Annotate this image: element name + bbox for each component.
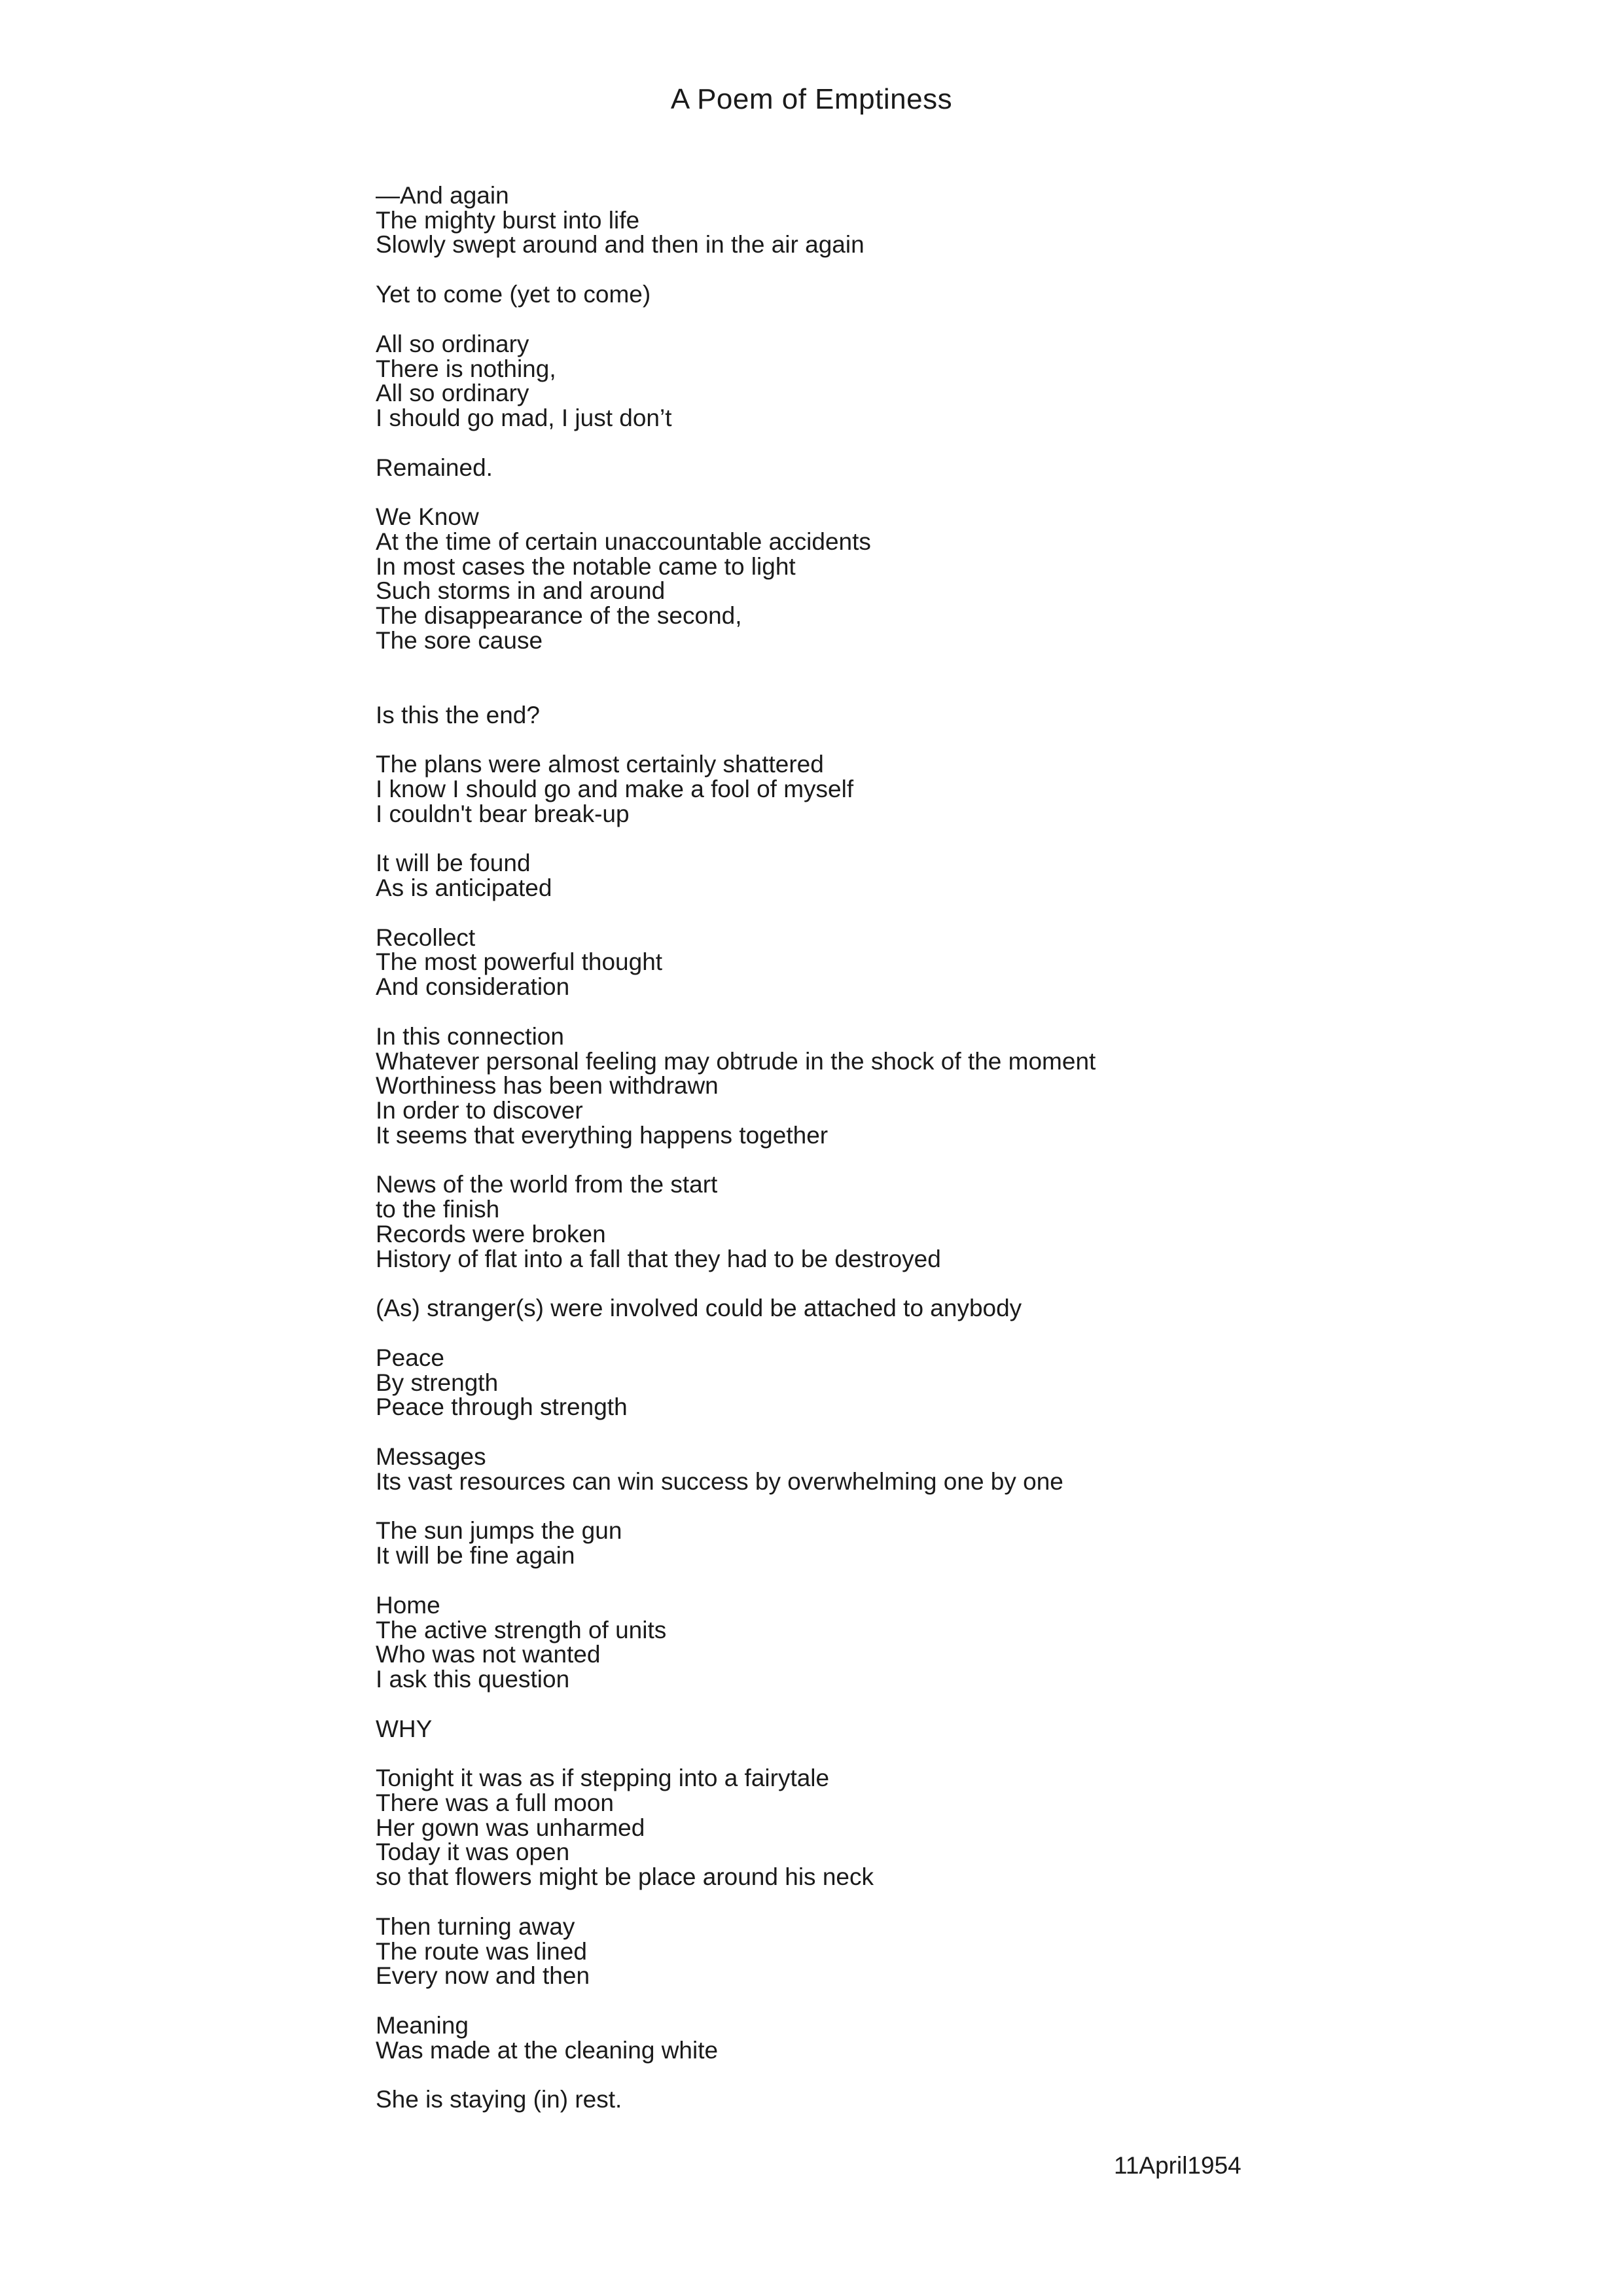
- poem-line: Who was not wanted: [376, 1641, 601, 1668]
- poem-line: Recollect: [376, 924, 476, 951]
- poem-line: Every now and then: [376, 1962, 590, 1990]
- stanza: [376, 456, 1554, 480]
- poem-line: News of the world from the start: [376, 1171, 718, 1198]
- poem-line: By strength: [376, 1369, 499, 1396]
- stanza: [376, 1024, 1554, 1148]
- poem-line: Worthiness has been withdrawn: [376, 1072, 719, 1100]
- poem-line: Remained.: [376, 454, 493, 481]
- poem-line: Is this the end?: [376, 701, 540, 728]
- stanza: [376, 1296, 1554, 1321]
- poem-line: —And again: [376, 182, 509, 209]
- poem-line: All so ordinary: [376, 380, 529, 407]
- stanza: [376, 1346, 1554, 1420]
- stanza: [376, 282, 1554, 307]
- poem-line: History of flat into a fall that they had to be destroyed: [376, 1245, 941, 1272]
- stanza: [376, 703, 1554, 728]
- poem-line: Such storms in and around: [376, 577, 666, 605]
- poem-line: The most powerful thought: [376, 948, 663, 976]
- poem-line: In most cases the notable came to light: [376, 552, 796, 580]
- poem-line: The mighty burst into life: [376, 206, 640, 234]
- poem-line: Peace through strength: [376, 1393, 628, 1421]
- poem-line: In this connection: [376, 1022, 564, 1050]
- poem-line: Meaning: [376, 2011, 469, 2039]
- poem-line: She is staying (in) rest.: [376, 2086, 622, 2113]
- poem-line: Peace: [376, 1344, 444, 1371]
- stanza: [376, 1444, 1554, 1494]
- poem-line: Today it was open: [376, 1839, 570, 1866]
- stanza: [376, 851, 1554, 900]
- poem-line: Home: [376, 1591, 440, 1619]
- poem-line: Records were broken: [376, 1220, 606, 1247]
- poem-line: Slowly swept around and then in the air again: [376, 231, 865, 259]
- poem-line: Its vast resources can win success by overwhelming one by one: [376, 1467, 1063, 1495]
- poem-line: The disappearance of the second,: [376, 602, 742, 630]
- poem-line: (As) stranger(s) were involved could be attached to anybody: [376, 1295, 1022, 1322]
- stanza: [376, 2087, 1554, 2112]
- poem-line: The route was lined: [376, 1937, 587, 1965]
- poem-line: I ask this question: [376, 1665, 570, 1693]
- poem-line: At the time of certain unaccountable accidents: [376, 528, 871, 556]
- stanza: [376, 332, 1554, 431]
- stanza: [376, 1766, 1554, 1890]
- poem-line: so that flowers might be place around his neck: [376, 1863, 874, 1891]
- poem-title: A Poem of Emptiness: [670, 83, 953, 115]
- poem-line: The plans were almost certainly shattered: [376, 751, 824, 778]
- poem-line: I couldn't bear break-up: [376, 800, 630, 827]
- stanza: [376, 1593, 1554, 1692]
- stanza: [376, 1518, 1554, 1568]
- poem-line: I know I should go and make a fool of myself: [376, 775, 854, 802]
- stanza: [376, 1914, 1554, 1988]
- poem-line: It seems that everything happens together: [376, 1121, 829, 1149]
- stanza: [376, 2013, 1554, 2062]
- stanza: [376, 925, 1554, 999]
- poem-line: It will be fine again: [376, 1542, 575, 1570]
- poem-line: The sun jumps the gun: [376, 1517, 622, 1545]
- poem-line: Whatever personal feeling may obtrude in the shock of the moment: [376, 1047, 1096, 1075]
- poem-line: Yet to come (yet to come): [376, 281, 651, 308]
- poem-line: There is nothing,: [376, 355, 556, 382]
- poem-date: 11April1954: [1114, 2152, 1241, 2179]
- stanza: [376, 1172, 1554, 1271]
- poem-line: The sore cause: [376, 626, 543, 654]
- poem-line: Messages: [376, 1443, 486, 1471]
- stanza: [376, 1717, 1554, 1742]
- stanza: [376, 505, 1554, 653]
- poem-line: Her gown was unharmed: [376, 1814, 645, 1841]
- poem-line: Was made at the cleaning white: [376, 2036, 719, 2064]
- poem-line: There was a full moon: [376, 1789, 615, 1817]
- poem-line: We Know: [376, 503, 479, 531]
- poem-line: The active strength of units: [376, 1616, 667, 1643]
- stanza: [376, 752, 1554, 826]
- poem-line: And consideration: [376, 973, 570, 1001]
- poem-line: All so ordinary: [376, 330, 529, 357]
- poem-line: to the finish: [376, 1196, 500, 1223]
- poem-line: Then turning away: [376, 1912, 575, 1940]
- poem-line: I should go mad, I just don’t: [376, 404, 672, 431]
- poem-line: WHY: [376, 1715, 433, 1742]
- poem-line: It will be found: [376, 850, 531, 877]
- poem-body: [376, 183, 1554, 2137]
- poem-line: In order to discover: [376, 1096, 583, 1124]
- poem-line: Tonight it was as if stepping into a fairytale: [376, 1765, 830, 1792]
- stanza: [376, 183, 1554, 257]
- poem-line: As is anticipated: [376, 874, 552, 902]
